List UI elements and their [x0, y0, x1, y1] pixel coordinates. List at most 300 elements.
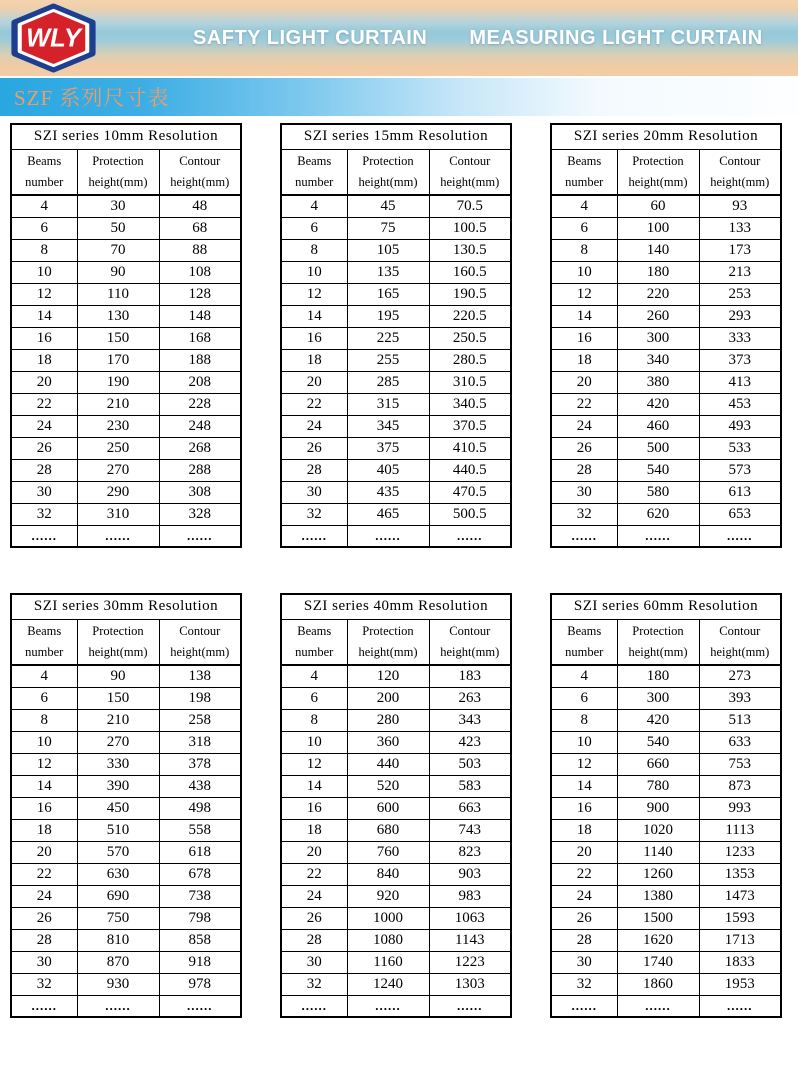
table-cell: 28	[281, 929, 347, 951]
logo-text: WLY	[26, 24, 81, 53]
table-row	[551, 437, 781, 459]
table-cell: 753	[699, 753, 781, 775]
table-row	[281, 327, 511, 349]
table-cell: 30	[281, 481, 347, 503]
table-cell: ......	[551, 525, 617, 547]
col-header-protection-height	[347, 619, 429, 665]
col-header-contour-height	[159, 149, 241, 195]
table-cell: 4	[551, 665, 617, 687]
table-cell: 228	[159, 393, 241, 415]
ellipsis-row	[281, 995, 511, 1017]
table-cell: 50	[77, 217, 159, 239]
table-row	[11, 885, 241, 907]
table-cell: 630	[77, 863, 159, 885]
table-cell: 105	[347, 239, 429, 261]
spec-table	[550, 123, 782, 548]
table-cell: 32	[11, 503, 77, 525]
table-cell: 16	[281, 327, 347, 349]
table-row	[281, 371, 511, 393]
table-cell: 1000	[347, 907, 429, 929]
col-header-line: height(mm)	[170, 174, 230, 189]
table-cell: 900	[617, 797, 699, 819]
table-cell: 270	[77, 459, 159, 481]
table-cell: 195	[347, 305, 429, 327]
table-cell: 16	[281, 797, 347, 819]
table-cell: 32	[281, 503, 347, 525]
table-cell: 12	[281, 753, 347, 775]
table-cell: 393	[699, 687, 781, 709]
table-cell: 450	[77, 797, 159, 819]
table-cell: 330	[77, 753, 159, 775]
col-header-beams	[11, 149, 77, 195]
table-title-row	[551, 124, 781, 149]
table-cell: 413	[699, 371, 781, 393]
table-cell: 30	[551, 951, 617, 973]
table-row	[11, 503, 241, 525]
col-header-line: Contour	[719, 623, 761, 638]
table-row	[281, 819, 511, 841]
table-row	[281, 459, 511, 481]
table-cell: 110	[77, 283, 159, 305]
table-cell: 198	[159, 687, 241, 709]
table-cell: 8	[11, 239, 77, 261]
col-header-line: Beams	[567, 153, 602, 168]
table-cell: 16	[11, 797, 77, 819]
table-cell: 12	[11, 753, 77, 775]
table-cell: 18	[281, 819, 347, 841]
col-header-contour-height	[429, 149, 511, 195]
col-header-beams	[11, 619, 77, 665]
section-title: SZF 系列尺寸表	[14, 86, 170, 110]
table-cell: 1473	[699, 885, 781, 907]
table-row	[281, 731, 511, 753]
table-cell: 70	[77, 239, 159, 261]
spec-table	[550, 593, 782, 1018]
table-cell: 983	[429, 885, 511, 907]
table-title: SZI series 10mm Resolution	[11, 124, 241, 149]
table-row	[551, 665, 781, 687]
table-cell: 28	[11, 929, 77, 951]
table-row	[551, 349, 781, 371]
table-cell: 1860	[617, 973, 699, 995]
table-cell: 173	[699, 239, 781, 261]
table-row	[281, 951, 511, 973]
table-cell: 22	[11, 393, 77, 415]
table-cell: 18	[11, 349, 77, 371]
table-cell: 580	[617, 481, 699, 503]
col-header-line: height(mm)	[710, 174, 770, 189]
col-header-line: number	[295, 174, 334, 189]
table-cell: 493	[699, 415, 781, 437]
table-cell: 370.5	[429, 415, 511, 437]
table-cell: 133	[699, 217, 781, 239]
table-cell: 6	[11, 217, 77, 239]
table-cell: 100.5	[429, 217, 511, 239]
table-cell: 823	[429, 841, 511, 863]
table-cell: 498	[159, 797, 241, 819]
table-cell: 12	[551, 283, 617, 305]
table-row	[11, 951, 241, 973]
table-row	[11, 349, 241, 371]
table-row	[11, 393, 241, 415]
table-row	[11, 459, 241, 481]
table-cell: 405	[347, 459, 429, 481]
table-cell: ......	[347, 995, 429, 1017]
table-row	[11, 929, 241, 951]
table-cell: 20	[281, 841, 347, 863]
table-cell: 30	[11, 951, 77, 973]
col-header-line: Contour	[449, 153, 491, 168]
table-row	[281, 907, 511, 929]
col-header-line: Beams	[27, 623, 62, 638]
table-row	[551, 687, 781, 709]
table-cell: 1240	[347, 973, 429, 995]
table-cell: 290	[77, 481, 159, 503]
table-cell: 26	[551, 437, 617, 459]
table-cell: 225	[347, 327, 429, 349]
table-cell: 285	[347, 371, 429, 393]
col-header-line: Beams	[297, 623, 332, 638]
table-row	[551, 481, 781, 503]
table-cell: 570	[77, 841, 159, 863]
table-row	[551, 929, 781, 951]
table-cell: 16	[11, 327, 77, 349]
table-row	[281, 481, 511, 503]
table-cell: 440	[347, 753, 429, 775]
col-header-line: Beams	[567, 623, 602, 638]
table-cell: ......	[77, 995, 159, 1017]
table-cell: ......	[281, 995, 347, 1017]
table-row	[281, 349, 511, 371]
table-row	[281, 797, 511, 819]
table-cell: 14	[281, 775, 347, 797]
table-title: SZI series 30mm Resolution	[11, 594, 241, 619]
table-cell: 435	[347, 481, 429, 503]
table-cell: 28	[551, 929, 617, 951]
ellipsis-row	[551, 525, 781, 547]
table-cell: 150	[77, 687, 159, 709]
table-cell: ......	[159, 995, 241, 1017]
table-cell: 1353	[699, 863, 781, 885]
table-cell: 26	[281, 907, 347, 929]
table-row	[281, 973, 511, 995]
table-cell: 690	[77, 885, 159, 907]
table-cell: 280.5	[429, 349, 511, 371]
table-cell: 160.5	[429, 261, 511, 283]
table-row	[281, 415, 511, 437]
header-nav	[193, 0, 763, 76]
table-row	[551, 239, 781, 261]
table-cell: ......	[699, 995, 781, 1017]
table-cell: 32	[551, 973, 617, 995]
col-header-protection-height	[617, 619, 699, 665]
table-cell: ......	[429, 995, 511, 1017]
ellipsis-row	[11, 995, 241, 1017]
table-cell: 22	[281, 393, 347, 415]
table-cell: 310.5	[429, 371, 511, 393]
table-row	[11, 217, 241, 239]
table-cell: 573	[699, 459, 781, 481]
table-cell: 858	[159, 929, 241, 951]
table-cell: 20	[281, 371, 347, 393]
table-cell: 128	[159, 283, 241, 305]
table-cell: 18	[551, 349, 617, 371]
table-cell: 28	[11, 459, 77, 481]
table-cell: 22	[11, 863, 77, 885]
table-cell: 90	[77, 665, 159, 687]
col-header-line: height(mm)	[710, 644, 770, 659]
table-cell: 10	[551, 261, 617, 283]
table-cell: 18	[281, 349, 347, 371]
table-cell: 540	[617, 731, 699, 753]
table-cell: 4	[11, 665, 77, 687]
table-cell: 1140	[617, 841, 699, 863]
table-cell: 540	[617, 459, 699, 481]
table-cell: 315	[347, 393, 429, 415]
table-cell: 26	[11, 907, 77, 929]
table-header-row	[551, 619, 781, 665]
table-cell: 810	[77, 929, 159, 951]
ellipsis-row	[551, 995, 781, 1017]
table-cell: 380	[617, 371, 699, 393]
table-cell: 16	[551, 797, 617, 819]
col-header-beams	[281, 619, 347, 665]
col-header-line: height(mm)	[628, 644, 688, 659]
table-cell: 1620	[617, 929, 699, 951]
table-title-row	[551, 594, 781, 619]
table-cell: 8	[281, 239, 347, 261]
col-header-beams	[551, 149, 617, 195]
table-row	[11, 973, 241, 995]
table-cell: 743	[429, 819, 511, 841]
ellipsis-row	[281, 525, 511, 547]
col-header-line: Protection	[92, 623, 144, 638]
table-cell: 138	[159, 665, 241, 687]
table-row	[11, 305, 241, 327]
table-cell: ......	[551, 995, 617, 1017]
table-cell: 8	[11, 709, 77, 731]
table-row	[281, 709, 511, 731]
table-cell: 24	[11, 885, 77, 907]
page-header	[0, 0, 798, 76]
col-header-line: Protection	[632, 623, 684, 638]
table-cell: 453	[699, 393, 781, 415]
col-header-line: number	[565, 644, 604, 659]
nav-safety-light-curtain: SAFTY LIGHT CURTAIN	[193, 26, 428, 49]
table-cell: 410.5	[429, 437, 511, 459]
table-cell: 460	[617, 415, 699, 437]
table-row	[551, 863, 781, 885]
col-header-line: height(mm)	[88, 174, 148, 189]
table-row	[11, 371, 241, 393]
ellipsis-row	[11, 525, 241, 547]
table-cell: 12	[11, 283, 77, 305]
table-cell: 165	[347, 283, 429, 305]
table-cell: 6	[281, 217, 347, 239]
col-header-line: Protection	[362, 153, 414, 168]
table-cell: 75	[347, 217, 429, 239]
table-cell: 930	[77, 973, 159, 995]
table-cell: 378	[159, 753, 241, 775]
table-cell: 360	[347, 731, 429, 753]
table-row	[11, 731, 241, 753]
table-cell: 24	[281, 885, 347, 907]
table-cell: ......	[429, 525, 511, 547]
table-cell: 190	[77, 371, 159, 393]
table-cell: 903	[429, 863, 511, 885]
table-header-row	[11, 619, 241, 665]
table-row	[281, 305, 511, 327]
table-cell: 750	[77, 907, 159, 929]
table-cell: 465	[347, 503, 429, 525]
spec-table	[10, 123, 242, 548]
table-cell: 200	[347, 687, 429, 709]
table-cell: ......	[699, 525, 781, 547]
table-cell: 978	[159, 973, 241, 995]
table-row	[281, 437, 511, 459]
table-cell: 208	[159, 371, 241, 393]
table-cell: 88	[159, 239, 241, 261]
table-cell: 328	[159, 503, 241, 525]
spec-table	[10, 593, 242, 1018]
table-cell: 1223	[429, 951, 511, 973]
table-cell: 20	[551, 371, 617, 393]
table-cell: 660	[617, 753, 699, 775]
table-row	[551, 327, 781, 349]
table-cell: 680	[347, 819, 429, 841]
table-cell: 258	[159, 709, 241, 731]
table-cell: 210	[77, 393, 159, 415]
table-cell: 12	[281, 283, 347, 305]
col-header-contour-height	[699, 149, 781, 195]
table-cell: 268	[159, 437, 241, 459]
table-cell: 20	[551, 841, 617, 863]
table-row	[11, 753, 241, 775]
col-header-line: number	[565, 174, 604, 189]
table-row	[551, 305, 781, 327]
table-cell: 18	[551, 819, 617, 841]
table-cell: 300	[617, 687, 699, 709]
table-cell: 20	[11, 371, 77, 393]
table-row	[11, 239, 241, 261]
table-cell: 180	[617, 261, 699, 283]
table-cell: 613	[699, 481, 781, 503]
col-header-line: Beams	[27, 153, 62, 168]
table-title-row	[281, 594, 511, 619]
table-cell: 558	[159, 819, 241, 841]
table-row	[551, 907, 781, 929]
section-banner	[0, 78, 798, 116]
table-cell: 168	[159, 327, 241, 349]
table-cell: 18	[11, 819, 77, 841]
table-row	[551, 973, 781, 995]
table-cell: 1160	[347, 951, 429, 973]
table-cell: 1833	[699, 951, 781, 973]
table-title: SZI series 20mm Resolution	[551, 124, 781, 149]
table-cell: 22	[281, 863, 347, 885]
col-header-protection-height	[77, 619, 159, 665]
table-cell: 26	[11, 437, 77, 459]
table-cell: 513	[699, 709, 781, 731]
table-title-row	[11, 124, 241, 149]
table-cell: 260	[617, 305, 699, 327]
table-cell: 26	[551, 907, 617, 929]
table-cell: 920	[347, 885, 429, 907]
table-cell: 308	[159, 481, 241, 503]
table-cell: 100	[617, 217, 699, 239]
table-row	[281, 665, 511, 687]
table-row	[11, 665, 241, 687]
table-row	[281, 841, 511, 863]
col-header-line: height(mm)	[440, 174, 500, 189]
table-cell: 213	[699, 261, 781, 283]
table-cell: 210	[77, 709, 159, 731]
table-header-row	[281, 619, 511, 665]
table-cell: 1380	[617, 885, 699, 907]
table-cell: 333	[699, 327, 781, 349]
table-cell: 633	[699, 731, 781, 753]
table-cell: 318	[159, 731, 241, 753]
table-cell: 180	[617, 665, 699, 687]
table-cell: 500.5	[429, 503, 511, 525]
table-cell: 293	[699, 305, 781, 327]
table-row	[11, 907, 241, 929]
table-title: SZI series 60mm Resolution	[551, 594, 781, 619]
col-header-contour-height	[429, 619, 511, 665]
col-header-line: height(mm)	[170, 644, 230, 659]
table-cell: 190.5	[429, 283, 511, 305]
table-cell: 10	[11, 261, 77, 283]
table-cell: 250.5	[429, 327, 511, 349]
table-cell: 6	[551, 217, 617, 239]
table-row	[551, 709, 781, 731]
table-cell: 600	[347, 797, 429, 819]
col-header-line: number	[25, 174, 64, 189]
table-cell: 1020	[617, 819, 699, 841]
table-row	[281, 929, 511, 951]
table-cell: 533	[699, 437, 781, 459]
table-cell: 4	[551, 195, 617, 217]
table-cell: 70.5	[429, 195, 511, 217]
table-cell: 1143	[429, 929, 511, 951]
table-cell: 32	[281, 973, 347, 995]
table-title-row	[281, 124, 511, 149]
table-cell: 653	[699, 503, 781, 525]
table-cell: 663	[429, 797, 511, 819]
table-cell: 273	[699, 665, 781, 687]
table-cell: 14	[551, 775, 617, 797]
table-cell: 280	[347, 709, 429, 731]
col-header-contour-height	[699, 619, 781, 665]
table-cell: 220.5	[429, 305, 511, 327]
tables-grid	[10, 123, 798, 1018]
col-header-line: height(mm)	[628, 174, 688, 189]
table-row	[551, 885, 781, 907]
col-header-beams	[281, 149, 347, 195]
table-header-row	[281, 149, 511, 195]
table-row	[551, 951, 781, 973]
table-row	[11, 261, 241, 283]
table-cell: 4	[11, 195, 77, 217]
table-cell: 8	[281, 709, 347, 731]
table-cell: 918	[159, 951, 241, 973]
table-cell: 288	[159, 459, 241, 481]
table-cell: 14	[11, 775, 77, 797]
col-header-line: height(mm)	[358, 644, 418, 659]
table-cell: 60	[617, 195, 699, 217]
table-row	[281, 885, 511, 907]
table-row	[551, 195, 781, 217]
